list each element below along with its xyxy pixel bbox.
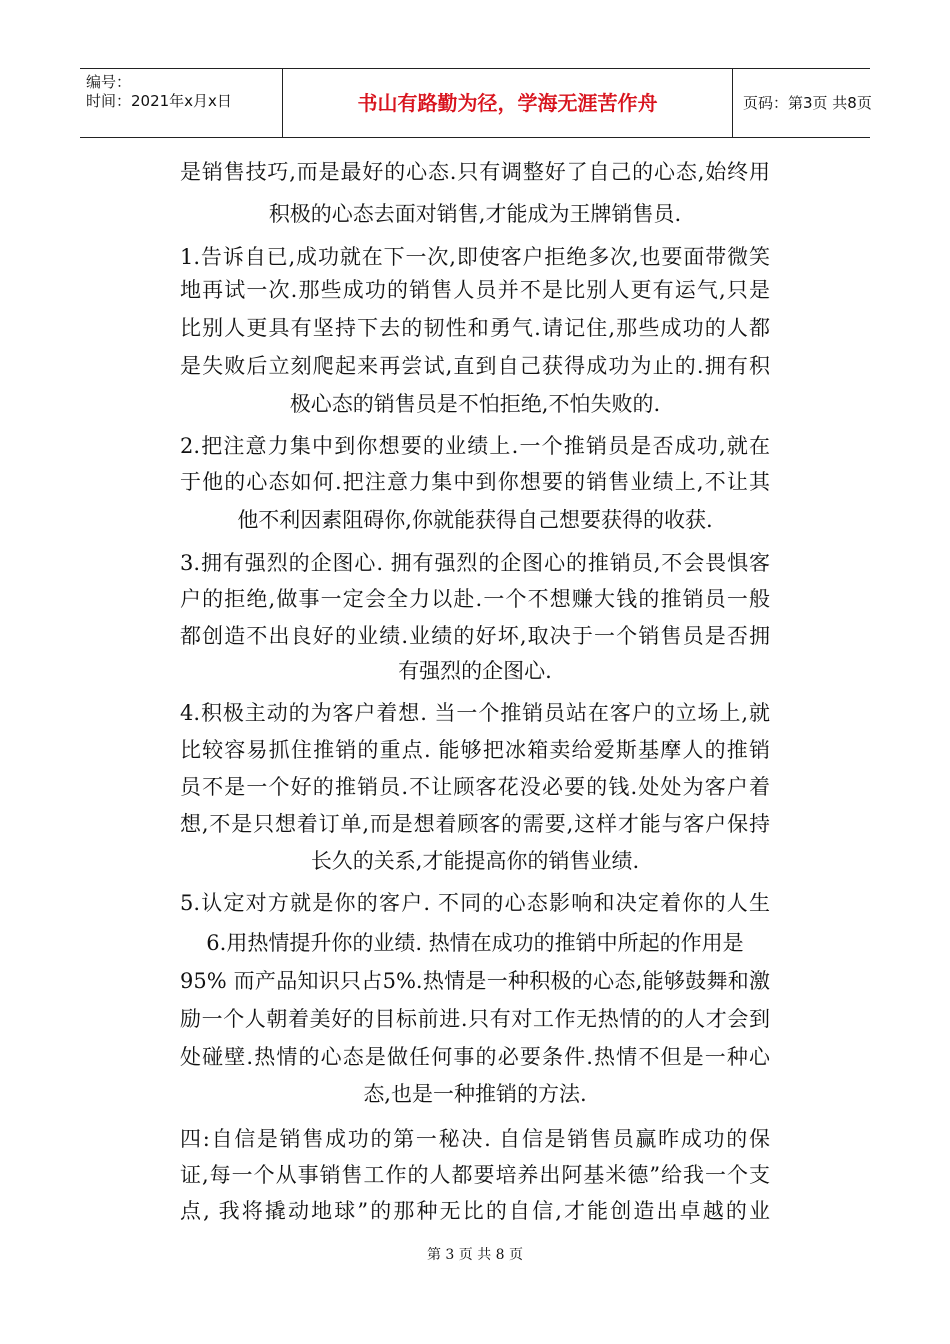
body-line: 95% 而产品知识只占5%.热情是一种积极的心态,能够鼓舞和激 <box>180 969 770 993</box>
body-line: 6.用热情提升你的业绩. 热情在成功的推销中所起的作用是 <box>206 931 744 955</box>
page-footer-number: 第 3 页 共 8 页 <box>426 1247 524 1263</box>
header-motto-cell <box>283 69 733 137</box>
body-line: 员不是一个好的推销员.不让顾客花没必要的钱.处处为客户着 <box>180 775 770 799</box>
body-line: 处碰壁.热情的心态是做任何事的必要条件.热情不但是一种心 <box>180 1045 770 1069</box>
body-line: 于他的心态如何.把注意力集中到你想要的销售业绩上,不让其 <box>180 470 770 494</box>
body-line: 是销售技巧,而是最好的心态.只有调整好了自己的心态,始终用 <box>180 160 770 184</box>
header-meta-cell <box>80 69 283 137</box>
body-line: 户的拒绝,做事一定会全力以赴.一个不想赚大钱的推销员一般 <box>180 587 770 611</box>
body-line: 证,每一个从事销售工作的人都要培养出阿基米德”给我一个支 <box>180 1163 770 1187</box>
page-header <box>80 68 870 138</box>
body-line: 四:自信是销售成功的第一秘决. 自信是销售员赢昨成功的保 <box>180 1127 770 1151</box>
body-line: 比别人更具有坚持下去的韧性和勇气.请记住,那些成功的人都 <box>180 316 770 340</box>
body-line: 比较容易抓住推销的重点. 能够把冰箱卖给爱斯基摩人的推销 <box>180 738 770 762</box>
body-line: 极心态的销售员是不怕拒绝,不怕失败的. <box>289 392 661 416</box>
body-line: 有强烈的企图心. <box>398 659 552 683</box>
body-line: 想,不是只想着订单,而是想着顾客的需要,这样才能与客户保持 <box>180 812 770 836</box>
body-line: 4.积极主动的为客户着想. 当一个推销员站在客户的立场上,就 <box>180 701 770 725</box>
body-line: 是失败后立刻爬起来再尝试,直到自己获得成功为止的.拥有积 <box>180 354 770 378</box>
header-code-label: 编号： <box>86 73 132 91</box>
body-line: 都创造不出良好的业绩.业绩的好坏,取决于一个销售员是否拥 <box>180 624 770 648</box>
body-line: 积极的心态去面对销售,才能成为王牌销售员. <box>268 202 682 226</box>
body-line: 他不利因素阻碍你,你就能获得自己想要获得的收获. <box>237 508 713 532</box>
body-line: 3.拥有强烈的企图心. 拥有强烈的企图心的推销员,不会畏惧客 <box>180 551 770 575</box>
body-line: 2.把注意力集中到你想要的业绩上.一个推销员是否成功,就在 <box>180 434 770 458</box>
header-motto: 书山有路勤为径，学海无涯苦作舟 <box>357 91 658 115</box>
body-line: 点, 我将撬动地球”的那种无比的自信,才能创造出卓越的业 <box>180 1199 770 1223</box>
body-line: 态,也是一种推销的方法. <box>363 1082 587 1106</box>
header-page-cell <box>733 69 870 137</box>
header-page-number: 页码：第3页 共8页 <box>743 94 872 112</box>
header-time-label: 时间：2021年x月x日 <box>86 92 232 110</box>
body-line: 长久的关系,才能提高你的销售业绩. <box>310 849 640 873</box>
body-line: 励一个人朝着美好的目标前进.只有对工作无热情的的人才会到 <box>180 1007 770 1031</box>
body-line: 地再试一次.那些成功的销售人员并不是比别人更有运气,只是 <box>180 278 770 302</box>
body-line: 1.告诉自已,成功就在下一次,即使客户拒绝多次,也要面带微笑 <box>180 245 770 269</box>
body-line: 5.认定对方就是你的客户. 不同的心态影响和决定着你的人生 <box>180 891 770 915</box>
